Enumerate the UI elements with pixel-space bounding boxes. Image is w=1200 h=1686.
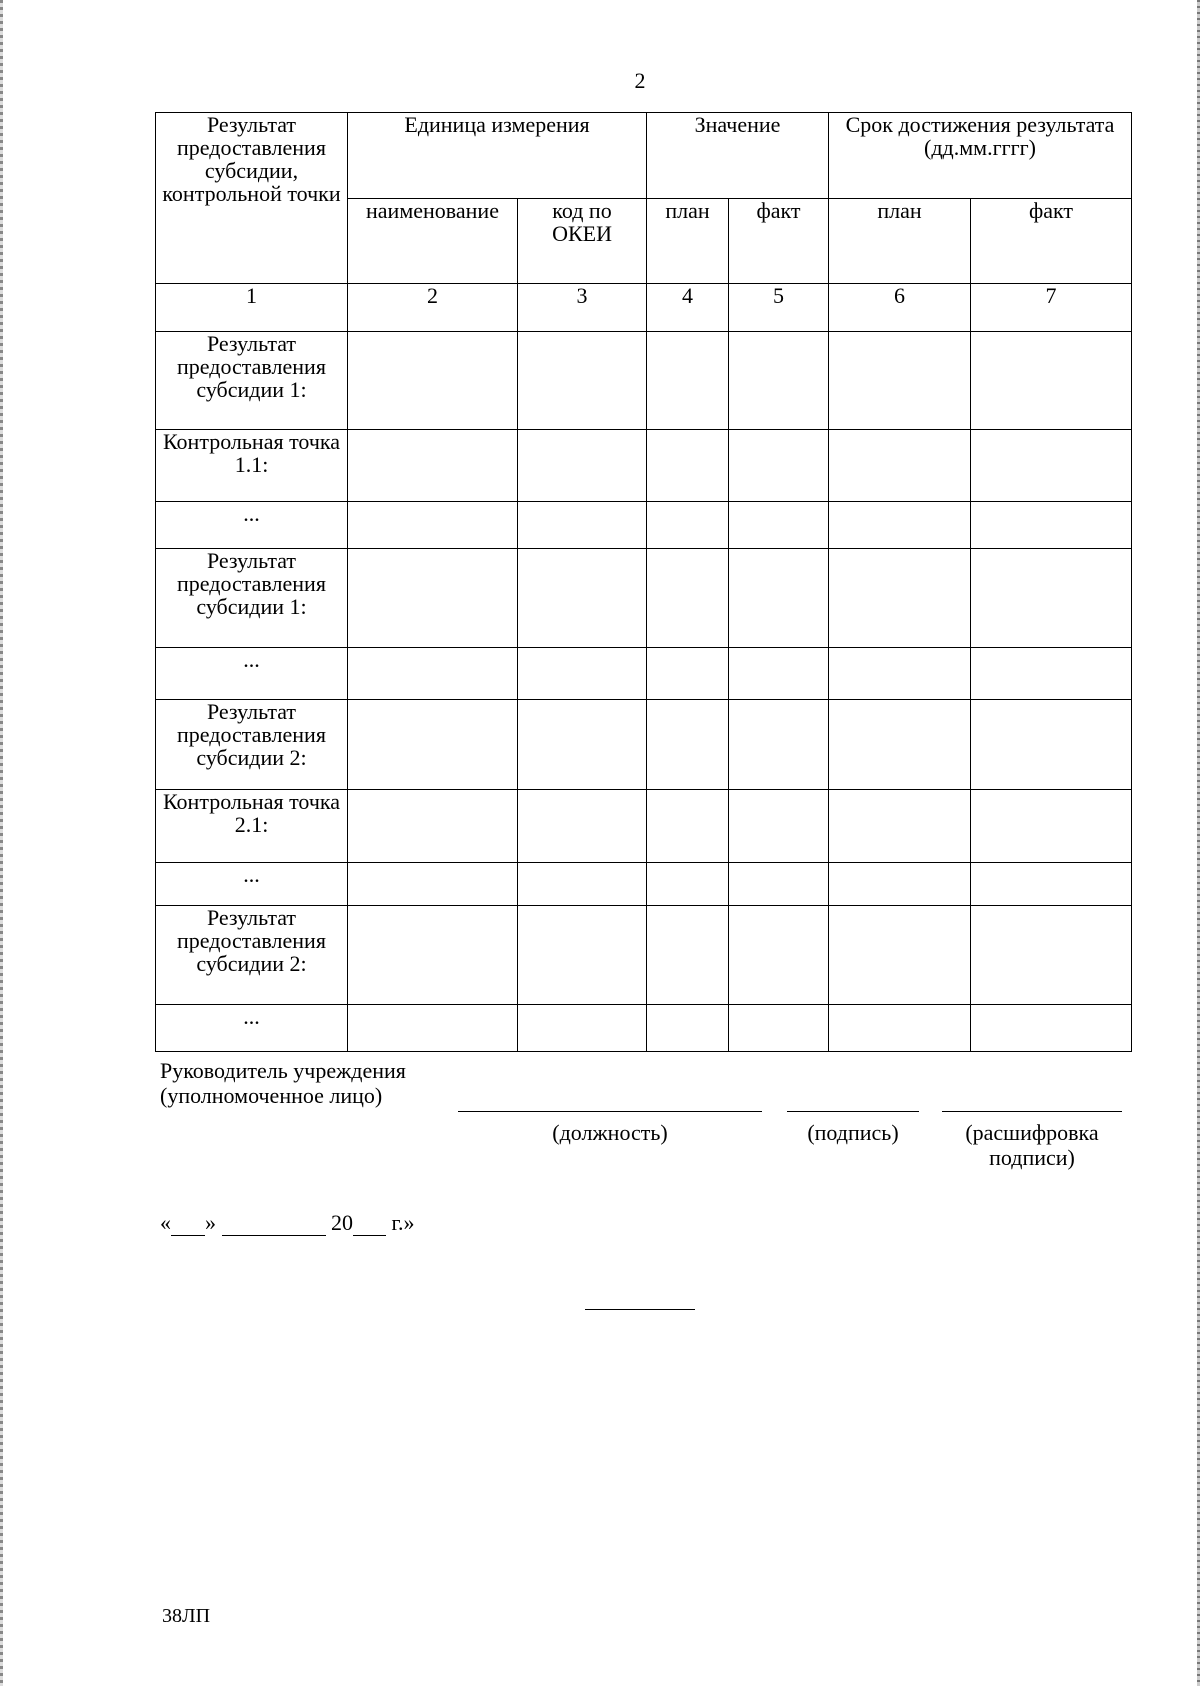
row-label: Результат предоставления субсидии 2: [156, 700, 348, 790]
table-cell [829, 502, 971, 549]
table-cell [829, 700, 971, 790]
row-label: Результат предоставления субсидии 1: [156, 332, 348, 430]
table-cell [971, 549, 1132, 648]
table-cell [647, 700, 729, 790]
table-cell [829, 430, 971, 502]
row-label: Контрольная точка 1.1: [156, 430, 348, 502]
table-cell [518, 648, 647, 700]
table-cell [647, 790, 729, 863]
table-cell [829, 790, 971, 863]
column-number: 6 [829, 284, 971, 332]
table-row [156, 549, 1132, 648]
table-cell [971, 430, 1132, 502]
table-cell [647, 549, 729, 648]
row-label: ... [156, 648, 348, 700]
date-close-quote: » [205, 1210, 216, 1235]
signature-line [787, 1111, 919, 1112]
end-rule [585, 1309, 695, 1310]
table-cell [348, 1005, 518, 1052]
day-blank [171, 1213, 205, 1236]
table-cell [829, 1005, 971, 1052]
column-number: 4 [647, 284, 729, 332]
table-row [156, 906, 1132, 1005]
table-cell [518, 502, 647, 549]
table-cell [348, 332, 518, 430]
header-deadline-plan: план [829, 199, 971, 284]
table-cell [647, 906, 729, 1005]
table-cell [729, 332, 829, 430]
table-cell [647, 648, 729, 700]
table-cell [729, 430, 829, 502]
table-cell [971, 906, 1132, 1005]
column-number: 5 [729, 284, 829, 332]
decoding-caption [942, 1120, 1122, 1170]
header-value-plan: план [647, 199, 729, 284]
table-cell [647, 863, 729, 906]
table-cell [971, 332, 1132, 430]
row-label: Контрольная точка 2.1: [156, 790, 348, 863]
header-value-fact: факт [729, 199, 829, 284]
column-number: 2 [348, 284, 518, 332]
table-row [156, 430, 1132, 502]
position-line [458, 1111, 762, 1112]
date-line [160, 1210, 415, 1236]
date-open-quote: « [160, 1210, 171, 1235]
year-prefix: 20 [331, 1210, 353, 1235]
table-cell [348, 430, 518, 502]
table-cell [829, 863, 971, 906]
table-cell [647, 502, 729, 549]
table-cell [971, 648, 1132, 700]
header-unit-group: Единица измерения [348, 113, 647, 199]
table-row [156, 790, 1132, 863]
table-cell [729, 700, 829, 790]
table-cell [729, 502, 829, 549]
table-cell [518, 906, 647, 1005]
table-cell [647, 1005, 729, 1052]
header-deadline-fact: факт [971, 199, 1132, 284]
table-cell [518, 863, 647, 906]
table-cell [729, 790, 829, 863]
header-value-group: Значение [647, 113, 829, 199]
header-unit-code: код по ОКЕИ [518, 199, 647, 284]
decoding-caption-line2: подписи) [989, 1145, 1075, 1170]
table-row [156, 700, 1132, 790]
row-label: ... [156, 863, 348, 906]
table-row [156, 863, 1132, 906]
column-number: 7 [971, 284, 1132, 332]
results-table [155, 112, 1132, 1052]
table-cell [647, 430, 729, 502]
header-unit-name: наименование [348, 199, 518, 284]
table-cell [518, 1005, 647, 1052]
signatory-title-line1: Руководитель учреждения [160, 1058, 406, 1083]
table-cell [518, 549, 647, 648]
table-row [156, 332, 1132, 430]
table-cell [729, 549, 829, 648]
year-suffix: г.» [391, 1210, 415, 1235]
signatory-title-line2: (уполномоченное лицо) [160, 1083, 383, 1108]
table-cell [729, 863, 829, 906]
table-cell [829, 906, 971, 1005]
table-row [156, 1005, 1132, 1052]
table-cell [829, 549, 971, 648]
month-blank [222, 1213, 326, 1236]
table-cell [729, 906, 829, 1005]
table-cell [829, 332, 971, 430]
table-cell [348, 549, 518, 648]
table-cell [971, 502, 1132, 549]
footer-code: 38ЛП [162, 1605, 211, 1627]
row-label: Результат предоставления субсидии 1: [156, 549, 348, 648]
row-label: ... [156, 502, 348, 549]
table-cell [348, 863, 518, 906]
table-row [156, 502, 1132, 549]
signature-caption: (подпись) [807, 1120, 899, 1145]
table-cell [971, 1005, 1132, 1052]
table-cell [518, 332, 647, 430]
table-cell [348, 700, 518, 790]
table-cell [971, 863, 1132, 906]
table-row [156, 648, 1132, 700]
decoding-caption-line1: (расшифровка [965, 1120, 1099, 1145]
table-cell [971, 700, 1132, 790]
row-label: ... [156, 1005, 348, 1052]
year-blank [353, 1213, 386, 1236]
table-cell [647, 332, 729, 430]
decoding-line [942, 1111, 1122, 1112]
position-caption: (должность) [552, 1120, 668, 1145]
column-number: 3 [518, 284, 647, 332]
table-cell [829, 648, 971, 700]
scan-edge-left [0, 0, 3, 1686]
column-number: 1 [156, 284, 348, 332]
table-cell [348, 790, 518, 863]
table-cell [518, 790, 647, 863]
table-cell [348, 502, 518, 549]
row-label: Результат предоставления субсидии 2: [156, 906, 348, 1005]
header-deadline-group: Срок достижения результата (дд.мм.гггг) [829, 113, 1132, 199]
table-cell [348, 648, 518, 700]
table-cell [518, 430, 647, 502]
page-number: 2 [634, 68, 646, 93]
table-cell [518, 700, 647, 790]
table-cell [348, 906, 518, 1005]
table-cell [729, 648, 829, 700]
table-cell [971, 790, 1132, 863]
signatory-title [160, 1058, 406, 1108]
column-number-row [156, 284, 1132, 332]
header-result: Результат предоставления субсидии, контрольной точки [156, 113, 348, 284]
table-cell [729, 1005, 829, 1052]
